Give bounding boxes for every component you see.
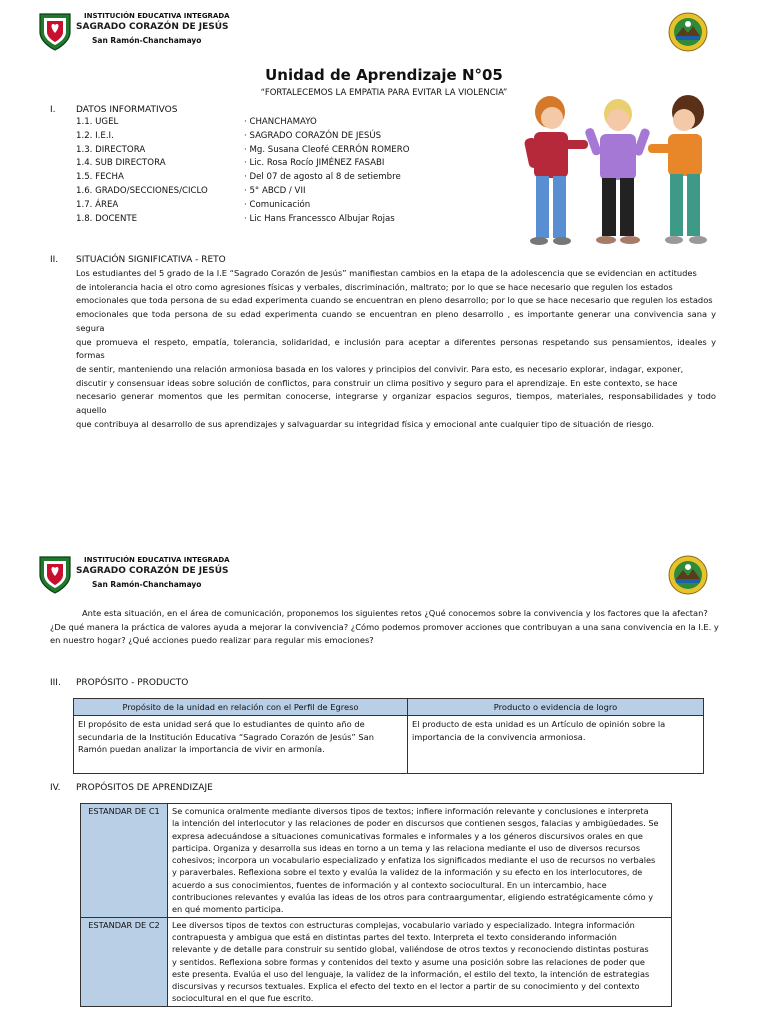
child-figure [524,96,588,245]
paragraph-line: en nuestro hogar? ¿Qué acciones puedo realizar para regular mis emociones? [50,635,374,646]
purpose-column-header: Propósito de la unidad en relación con el Perfil de Egreso [74,699,408,716]
standard-row [81,804,672,918]
paragraph-line: necesario generar momentos que les permitan conocerse, integrarse y organizar espacios seguros, tiempos, materiales, responsabilidades y todo aquello [76,391,716,416]
info-label: 1.3. DIRECTORA [76,144,146,155]
product-cell: El producto de esta unidad es un Artículo de opinión sobre la importancia de la convivencia armoniosa. [408,716,704,774]
header-school-name: SAGRADO CORAZÓN DE JESÚS [76,22,229,32]
info-label: 1.8. DOCENTE [76,213,138,224]
header-location: San Ramón-Chanchamayo [92,36,202,45]
purpose-cell: El propósito de esta unidad será que lo estudiantes de quinto año de secundaria de la Institución Educativa “Sagrado Corazón de Jesús” San Ramón puedan analizar la importancia de vivir en armonía. [74,716,408,774]
situation-paragraph [76,267,716,431]
info-label: 1.6. GRADO/SECCIONES/CICLO [76,185,208,196]
challenges-paragraph [50,607,720,648]
paragraph-line: de intolerancia hacia el otro como agresiones físicas y verbales, discriminación, maltrato; por lo que se hace necesario que regulen los estados [76,281,673,292]
page-title: Unidad de Aprendizaje N°05 [265,66,503,84]
section-3-number: III. [50,678,61,688]
seal-logo [668,555,708,595]
info-label: 1.1. UGEL [76,117,119,127]
section-3-heading: PROPÓSITO - PRODUCTO [76,678,189,688]
paragraph-line: Los estudiantes del 5 grado de la I.E “Sagrado Corazón de Jesús” manifiestan cambios en la etapa de la adolescencia que se evidencian en actitudes [76,268,697,278]
section-4-heading: PROPÓSITOS DE APRENDIZAJE [76,783,213,793]
purpose-product-table [73,698,704,774]
paragraph-line: que contribuya al desarrollo de sus aprendizajes y salvaguardar su integridad física y emocional ante cualquier tipo de situación de riesgo. [76,418,655,429]
school-shield-logo [38,12,72,52]
header-school-name: SAGRADO CORAZÓN DE JESÚS [76,566,229,576]
standard-label: ESTANDAR DE C1 [81,804,168,918]
product-column-header: Producto o evidencia de logro [408,699,704,716]
info-label: 1.4. SUB DIRECTORA [76,158,166,169]
section-2-number: II. [50,255,59,265]
page-subtitle: “FORTALECEMOS LA EMPATIA PARA EVITAR LA VIOLENCIA” [260,88,508,98]
standard-row [81,917,672,1006]
info-value: · Comunicación [244,199,311,210]
section-1-values [244,116,514,226]
paragraph-line: que promueva el respeto, empatía, tolerancia, solidaridad, e inclusión para aceptar a diferentes personas respetando sus pensamientos, ideales y formas [76,336,716,361]
info-value: · Lic Hans Francessco Albujar Rojas [244,213,395,224]
standard-text: Lee diversos tipos de textos con estructuras complejas, vocabulario variado y especializado. Integra información contrapuesta y ambigua que está en distintas partes del texto. Interpreta el texto considerando información relevante y de detalle para construir su sentido global, valiéndose de otros textos y reconociendo distintas posturas y sentidos. Reflexiona sobre formas y contenidos del texto y asume una posición sobre las relaciones de poder que este presenta. Evalúa el uso del lenguaje, la validez de la información, el estilo del texto, la intención de estrategias discursivas y recursos textuales. Explica el efecto del texto en el lector a partir de su conocimiento y del contexto sociocultural en el que fue escrito. [168,917,672,1006]
section-2-heading: SITUACIÓN SIGNIFICATIVA - RETO [76,255,226,265]
paragraph-line: discutir y consensuar ideas sobre solución de conflictos, para construir un clima positivo y seguro para el aprendizaje. En este contexto, se hace [76,377,678,388]
header-institution-type: INSTITUCIÓN EDUCATIVA INTEGRADA [84,12,230,20]
info-value: · Lic. Rosa Rocío JIMÉNEZ FASABI [244,158,385,169]
section-1-labels [76,116,246,226]
child-figure [584,99,651,244]
info-label: 1.7. ÁREA [76,199,119,210]
seal-logo [668,12,708,52]
info-label: 1.2. I.E.I. [76,130,114,141]
header-institution-type: INSTITUCIÓN EDUCATIVA INTEGRADA [84,556,230,564]
header-location: San Ramón-Chanchamayo [92,580,202,589]
info-value: · Del 07 de agosto al 8 de setiembre [244,172,401,183]
standard-label: ESTANDAR DE C2 [81,917,168,1006]
standard-text: Se comunica oralmente mediante diversos tipos de textos; infiere información relevante y conclusiones e interpreta la intención del interlocutor y las relaciones de poder en discursos que contienen sesgos, falacias y ambigüedades. Se expresa adecuándose a situaciones comunicativas formales e informales y a los géneros discursivos orales en que participa. Organiza y desarrolla sus ideas en torno a un tema y las relaciona mediante el uso de diversos recursos cohesivos; incorpora un vocabulario especializado y enfatiza los significados mediante el uso de recursos no verbales y paraverbales. Reflexiona sobre el texto y evalúa la validez de la información y su efecto en los interlocutores, de acuerdo a sus conocimientos, fuentes de información y al contexto sociocultural. En un intercambio, hace contribuciones relevantes y evalúa las ideas de los otros para contraargumentar, eligiendo estratégicamente cómo y en qué momento participa. [168,804,672,918]
info-value: · CHANCHAMAYO [244,117,317,127]
child-figure [648,95,707,244]
section-4-number: IV. [50,783,61,793]
paragraph-line: emocionales que toda persona de su edad experimenta cuando se encuentran en pleno desarrollo , es importante generar una convivencia sana y segura [76,309,716,333]
paragraph-line: emocionales que toda persona de su edad experimenta cuando se encuentran en pleno desarrollo; por lo que se hace necesario que regulen los estados [76,295,713,306]
paragraph-line: ¿De qué manera la práctica de valores ayuda a mejorar la convivencia? ¿Cómo podemos promover acciones que contribuyan a una sana convivencia en la I.E. y [50,621,719,632]
info-value: · Mg. Susana Cleofé CERRÓN ROMERO [244,144,410,155]
children-illustration [520,90,720,254]
paragraph-line: Ante esta situación, en el área de comunicación, proponemos los siguientes retos ¿Qué conocemos sobre la convivencia y los factores que la afectan? [82,608,708,618]
info-label: 1.5. FECHA [76,172,124,183]
paragraph-line: de sentir, manteniendo una relación armoniosa basada en los valores y principios del convivir. Para esto, es necesario explorar, indagar, exponer, [76,363,684,374]
standards-table [80,803,672,1007]
info-value: · 5° ABCD / VII [244,185,306,196]
school-shield-logo [38,555,72,595]
section-1-number: I. [50,105,56,115]
section-1-heading: DATOS INFORMATIVOS [76,105,178,115]
info-value: · SAGRADO CORAZÓN DE JESÚS [244,130,382,141]
